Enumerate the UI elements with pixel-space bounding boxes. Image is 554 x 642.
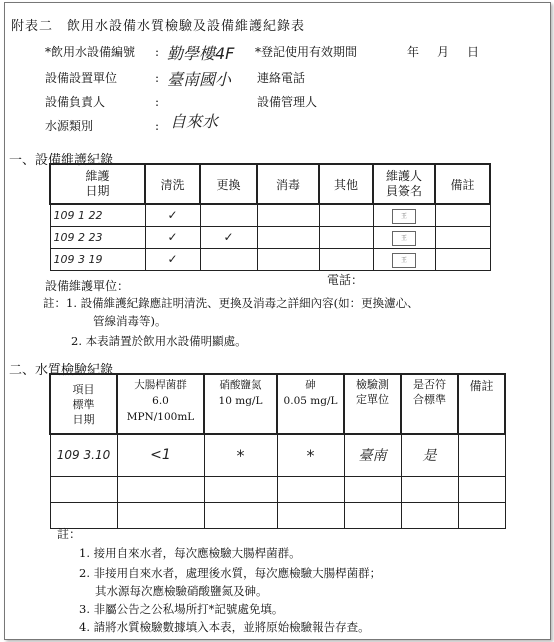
maintenance-note-1-cont: 管線消毒等)。 <box>93 314 167 328</box>
col-nitrate: 硝酸鹽氮 10 mg/L <box>204 374 277 434</box>
empty-cell <box>204 502 277 528</box>
table-row <box>50 434 505 476</box>
water-quality-note-1: 1. 接用自來水者，每次應檢驗大腸桿菌群。 <box>79 546 301 560</box>
maint-disinfect <box>257 204 319 226</box>
signature-stamp: 王 <box>392 231 416 246</box>
valid-period-units: 年 月 日 <box>407 45 483 59</box>
maint-note <box>435 204 490 226</box>
col-replace: 更換 <box>200 164 257 204</box>
empty-cell <box>458 502 505 528</box>
empty-cell <box>277 476 344 502</box>
maint-replace <box>200 248 257 270</box>
water-quality-section-title: 二、水質檢驗紀錄 <box>9 363 114 378</box>
signature-stamp: 王 <box>392 253 416 268</box>
col-pass: 是否符 合標準 <box>401 374 458 434</box>
maint-disinfect <box>257 226 319 248</box>
maintenance-header-row <box>50 164 490 204</box>
label-valid-period: *登記使用有效期間 <box>255 45 358 59</box>
col-maint-date: 維護 日期 <box>50 164 145 204</box>
table-row <box>50 502 505 528</box>
maint-signature <box>373 248 435 270</box>
water-quality-note-3: 3. 非屬公告之公私場所打*記號處免填。 <box>79 602 284 616</box>
maintenance-note-2: 2. 本表請置於飲用水設備明顯處。 <box>71 334 247 348</box>
install-unit-value: 臺南國小 <box>167 70 232 89</box>
empty-cell <box>117 476 204 502</box>
label-responsible-person: 設備負責人 <box>45 95 106 109</box>
maintenance-unit-label: 設備維護單位： <box>45 279 130 293</box>
maint-signature <box>373 226 435 248</box>
document-title: 附表二 飲用水設備水質檢驗及設備維護紀錄表 <box>11 19 306 34</box>
maint-replace <box>200 204 257 226</box>
label-manager: 設備管理人 <box>257 95 318 109</box>
empty-cell <box>50 476 117 502</box>
maint-other <box>319 248 373 270</box>
col-arsenic: 砷 0.05 mg/L <box>277 374 344 434</box>
label-device-number: *飲用水設備編號 <box>45 45 136 59</box>
water-quality-note-heading: 註： <box>57 527 82 541</box>
label-phone: 連絡電話 <box>257 71 306 85</box>
wq-lab: 臺南 <box>344 434 401 476</box>
empty-cell <box>204 476 277 502</box>
maint-date: 109 1 22 <box>50 204 145 226</box>
maint-clean: ✓ <box>145 226 200 248</box>
label-water-source: 水源類別 <box>45 119 94 133</box>
col-note: 備註 <box>435 164 490 204</box>
col-other: 其他 <box>319 164 373 204</box>
table-row <box>50 248 490 270</box>
empty-cell <box>401 502 458 528</box>
document-page <box>4 2 551 640</box>
maint-other <box>319 204 373 226</box>
colon-4: : <box>155 119 160 133</box>
maint-clean: ✓ <box>145 204 200 226</box>
maintenance-table <box>49 163 491 271</box>
water-source-value: 自來水 <box>170 112 219 131</box>
empty-cell <box>344 476 401 502</box>
empty-cell <box>401 476 458 502</box>
maint-date: 109 3 19 <box>50 248 145 270</box>
maint-clean: ✓ <box>145 248 200 270</box>
col-coliform: 大腸桿菌群 6.0 MPN/100mL <box>117 374 204 434</box>
maint-note <box>435 248 490 270</box>
col-wq-item-date: 項目 標準 日期 <box>50 374 117 434</box>
wq-date: 109 3.10 <box>50 434 117 476</box>
maint-replace: ✓ <box>200 226 257 248</box>
wq-coliform: <1 <box>117 434 204 476</box>
wq-pass: 是 <box>401 434 458 476</box>
empty-cell <box>277 502 344 528</box>
water-quality-header-row <box>50 374 505 434</box>
col-wq-note: 備註 <box>458 374 505 434</box>
colon-1: : <box>155 45 160 59</box>
maintenance-note-1: 註：1. 設備維護紀錄應註明清洗、更換及消毒之詳細內容(如：更換濾心、 <box>43 296 419 310</box>
label-install-unit: 設備設置單位 <box>45 71 118 85</box>
col-signature: 維護人 員簽名 <box>373 164 435 204</box>
empty-cell <box>344 502 401 528</box>
col-lab: 檢驗測 定單位 <box>344 374 401 434</box>
table-row <box>50 226 490 248</box>
colon-3: : <box>155 95 160 109</box>
maint-signature <box>373 204 435 226</box>
water-quality-note-4: 4. 請將水質檢驗數據填入本表，並將原始檢驗報告存查。 <box>79 620 370 634</box>
device-number-value: 勤學樓4F <box>167 44 235 63</box>
maintenance-phone-label: 電話： <box>327 273 364 287</box>
maint-note <box>435 226 490 248</box>
signature-stamp: 王 <box>392 209 416 224</box>
wq-nitrate: * <box>204 434 277 476</box>
maint-date: 109 2 23 <box>50 226 145 248</box>
table-row <box>50 476 505 502</box>
maint-other <box>319 226 373 248</box>
table-row <box>50 204 490 226</box>
wq-arsenic: * <box>277 434 344 476</box>
wq-note <box>458 434 505 476</box>
water-quality-note-2: 2. 非接用自來水者，處理後水質，每次應檢驗大腸桿菌群； <box>79 566 382 580</box>
water-quality-note-2-cont: 其水源每次應檢驗硝酸鹽氮及砷。 <box>95 584 268 598</box>
maintenance-section-title: 一、設備維護紀錄 <box>9 153 114 168</box>
colon-2: : <box>155 71 160 85</box>
water-quality-table <box>49 373 506 529</box>
col-disinfect: 消毒 <box>257 164 319 204</box>
maint-disinfect <box>257 248 319 270</box>
empty-cell <box>458 476 505 502</box>
col-clean: 清洗 <box>145 164 200 204</box>
empty-cell <box>117 502 204 528</box>
